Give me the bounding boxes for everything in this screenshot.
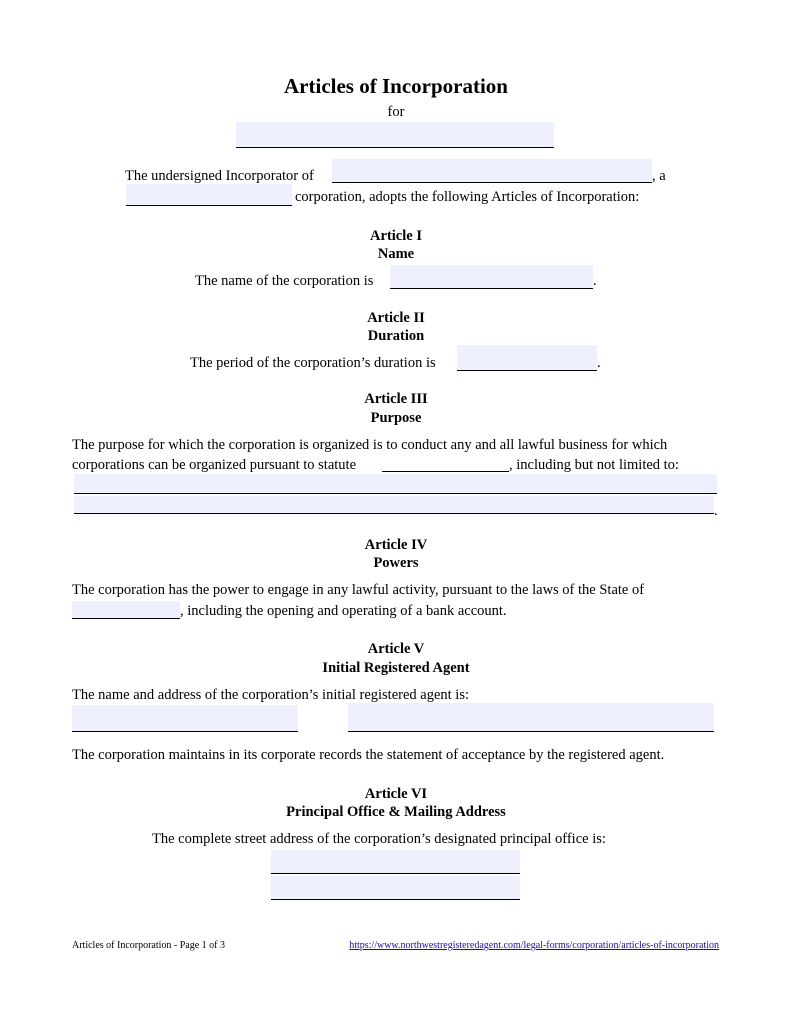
article-4-line-2: , including the opening and operating of a bank account. (180, 603, 507, 619)
footer-url-link[interactable]: https://www.northwestregisteredagent.com/legal-forms/corporation/articles-of-incorporation (349, 940, 719, 951)
article-3-end: . (714, 503, 718, 519)
state-field[interactable] (72, 601, 180, 619)
principal-office-field-2[interactable] (271, 876, 520, 900)
article-3-number: Article III (364, 391, 428, 407)
article-6-number: Article VI (364, 786, 428, 802)
article-5-number: Article V (367, 641, 425, 657)
article-5-line-2: The corporation maintains in its corporate records the statement of acceptance by the registered agent. (72, 747, 665, 763)
article-3-line-1: The purpose for which the corporation is organized is to conduct any and all lawful business for which (72, 437, 668, 453)
article-1-heading: Name (377, 246, 415, 262)
document-title: Articles of Incorporation (284, 74, 508, 98)
intro-text-1-end: , a (652, 168, 666, 184)
article-3-line-2-end: , including but not limited to: (509, 457, 679, 473)
article-1-end: . (593, 273, 597, 289)
duration-field[interactable] (457, 345, 597, 371)
purpose-field-1[interactable] (74, 474, 717, 494)
article-2-end: . (597, 355, 601, 371)
article-5-line-1: The name and address of the corporation’s initial registered agent is: (72, 687, 470, 703)
article-3-line-2: corporations can be organized pursuant to statute (72, 457, 357, 473)
incorporator-field[interactable] (332, 159, 652, 183)
article-4-line-1: The corporation has the power to engage in any lawful activity, pursuant to the laws of the State of (72, 582, 645, 598)
article-2-number: Article II (367, 310, 425, 326)
footer-page-label: Articles of Incorporation - Page 1 of 3 (72, 940, 226, 951)
article-1-number: Article I (370, 228, 422, 244)
article-6-heading: Principal Office & Mailing Address (286, 804, 506, 820)
registered-agent-name-field[interactable] (72, 705, 298, 732)
purpose-field-2[interactable] (74, 496, 714, 514)
article-3-heading: Purpose (370, 410, 422, 426)
article-1-text: The name of the corporation is (195, 273, 374, 289)
corporation-name-article-field[interactable] (390, 265, 593, 289)
principal-office-field-1[interactable] (271, 850, 520, 874)
for-label: for (387, 104, 405, 120)
article-2-heading: Duration (367, 328, 425, 344)
state-of-incorporation-field[interactable] (126, 184, 292, 206)
article-4-heading: Powers (373, 555, 419, 571)
statute-field[interactable] (382, 455, 509, 472)
article-2-text: The period of the corporation’s duration is (190, 355, 436, 371)
article-6-line-1: The complete street address of the corporation’s designated principal office is: (152, 831, 606, 847)
intro-text-1: The undersigned Incorporator of (125, 168, 314, 184)
registered-agent-address-field[interactable] (348, 703, 714, 732)
article-4-number: Article IV (364, 537, 428, 553)
corporation-name-field[interactable] (236, 122, 554, 148)
article-5-heading: Initial Registered Agent (322, 660, 470, 676)
intro-text-2: corporation, adopts the following Articles of Incorporation: (295, 189, 640, 205)
